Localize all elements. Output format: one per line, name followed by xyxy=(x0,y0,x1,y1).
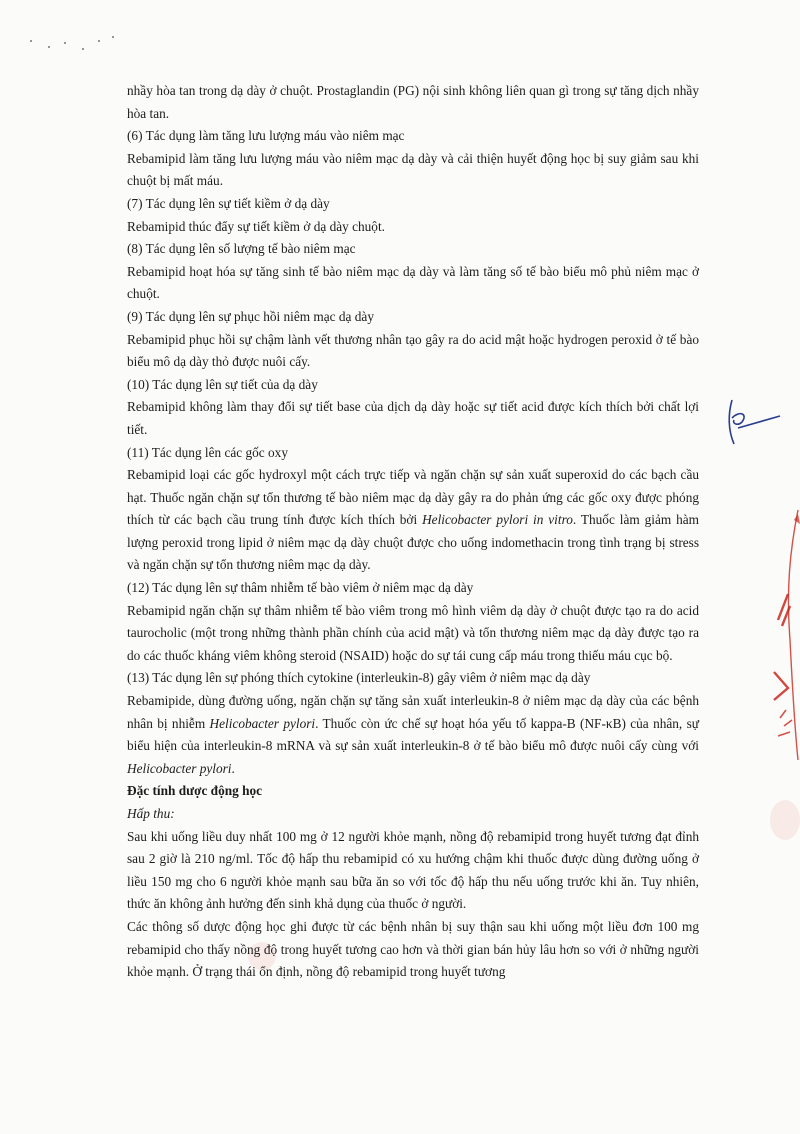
paragraph-6: Rebamipid làm tăng lưu lượng máu vào niêm mạc dạ dày và cải thiện huyết động học bị suy giảm sau khi chuột bị mất máu. xyxy=(127,150,699,189)
scan-speck xyxy=(98,40,100,42)
document-body xyxy=(127,80,699,984)
paragraph-11-text-b: . Thuốc làm giảm hàm lượng peroxid trong lipid ở niêm mạc dạ dày chuột được cho uống indomethacin trong tình trạng bị stress và ngăn chặn sự tổn thương niêm mạc dạ dày. xyxy=(127,512,699,573)
paper-stain xyxy=(770,800,800,840)
section-title-pharmacokinetics: Đặc tính dược động học xyxy=(127,783,263,799)
section-heading-10: (10) Tác dụng lên sự tiết của dạ dày xyxy=(127,376,318,392)
section-heading-7: (7) Tác dụng lên sự tiết kiềm ở dạ dày xyxy=(127,195,330,211)
paragraph-10: Rebamipid không làm thay đổi sự tiết base của dịch dạ dày hoặc sự tiết acid được kích thích bởi chất lợi tiết. xyxy=(127,399,699,437)
paragraph-pk-2: Các thông số dược động học ghi được từ các bệnh nhân bị suy thận sau khi uống một liều đơn 100 mg rebamipid cho thấy nồng độ trong huyết tương cao hơn và thời gian bán hủy lâu hơn so với ở những người khỏe mạnh. Ở trạng thái ổn định, nồng độ rebamipid trong huyết tương xyxy=(127,918,699,980)
scan-speck xyxy=(64,42,66,44)
section-heading-9: (9) Tác dụng lên sự phục hồi niêm mạc dạ dày xyxy=(127,308,374,324)
scan-speck xyxy=(30,40,32,42)
red-stamp-partial xyxy=(764,490,800,770)
section-heading-8: (8) Tác dụng lên số lượng tế bào niêm mạc xyxy=(127,241,356,257)
paragraph-intro: nhầy hòa tan trong dạ dày ở chuột. Prostaglandin (PG) nội sinh không liên quan gì trong sự tăng dịch nhầy hòa tan. xyxy=(127,83,699,121)
paragraph-7: Rebamipid thúc đẩy sự tiết kiềm ở dạ dày chuột. xyxy=(127,218,385,234)
handwritten-initial-mark xyxy=(718,392,784,452)
section-heading-6: (6) Tác dụng làm tăng lưu lượng máu vào niêm mạc xyxy=(127,128,405,144)
scan-speck xyxy=(112,36,114,38)
paragraph-11 xyxy=(127,464,699,577)
paragraph-pk-1: Sau khi uống liều duy nhất 100 mg ở 12 người khỏe mạnh, nồng độ rebamipid trong huyết tương đạt đỉnh sau 2 giờ là 210 ng/ml. Tốc độ hấp thu rebamipid có xu hướng chậm khi thuốc được dùng đường uống ở liều 150 mg cho 6 người khỏe mạnh sau bữa ăn so với tốc độ hấp thu nếu uống trước khi ăn. Tuy nhiên, thức ăn không ảnh hưởng đến sinh khả dụng của thuốc ở người. xyxy=(127,828,699,912)
scan-speck xyxy=(48,46,50,48)
paragraph-11-text-a: Rebamipid loại các gốc hydroxyl một cách trực tiếp và ngăn chặn sự sản xuất superoxid do các bạch cầu hạt. Thuốc ngăn chặn sự tổn thương tế bào niêm mạc dạ dày gây ra do phản ứng các gốc oxy được phóng thích từ các bạch cầu trung tính được kích thích bởi xyxy=(127,467,699,528)
paragraph-13-italic-2: Helicobacter pylori xyxy=(127,760,232,776)
paragraph-13-text-c: . xyxy=(231,760,235,776)
paragraph-13-text-b: . Thuốc còn ức chế sự hoạt hóa yếu tố kappa-B (NF-κB) của nhân, sự biểu hiện của interleukin-8 mRNA và sự sản xuất interleukin-8 ở tế bào biểu mô được nuôi cấy cùng với xyxy=(127,715,699,754)
paragraph-11-italic: Helicobacter pylori in vitro xyxy=(422,512,573,528)
paragraph-13 xyxy=(127,690,699,780)
subheading-absorption: Hấp thu: xyxy=(127,806,175,821)
paragraph-9: Rebamipid phục hồi sự chậm lành vết thương nhân tạo gây ra do acid mật hoặc hydrogen peroxid ở tế bào biểu mô dạ dày thỏ được nuôi cấy. xyxy=(127,331,699,370)
paragraph-13-text-a: Rebamipide, dùng đường uống, ngăn chặn sự tăng sản xuất interleukin-8 ở niêm mạc dạ dày của các bệnh nhân bị nhiễm xyxy=(127,693,699,731)
scan-speck xyxy=(82,48,84,50)
paragraph-12: Rebamipid ngăn chặn sự thâm nhiễm tế bào viêm trong mô hình viêm dạ dày ở chuột được tạo ra do acid taurocholic (một trong những thành phần chính của acid mật) và tổn thương niêm mạc dạ dày được tạo ra do các thuốc kháng viêm không steroid (NSAID) hoặc do sự tái cung cấp máu trong thiếu máu cục bộ. xyxy=(127,602,699,663)
paragraph-13-italic-1: Helicobacter pylori xyxy=(209,715,316,731)
section-heading-12: (12) Tác dụng lên sự thâm nhiễm tế bào viêm ở niêm mạc dạ dày xyxy=(127,580,474,596)
paragraph-8: Rebamipid hoạt hóa sự tăng sinh tế bào niêm mạc dạ dày và làm tăng số tế bào biểu mô phủ niêm mạc ở chuột. xyxy=(127,263,699,302)
section-heading-13: (13) Tác dụng lên sự phóng thích cytokine (interleukin-8) gây viêm ở niêm mạc dạ dày xyxy=(127,670,591,686)
section-heading-11: (11) Tác dụng lên các gốc oxy xyxy=(127,444,288,460)
